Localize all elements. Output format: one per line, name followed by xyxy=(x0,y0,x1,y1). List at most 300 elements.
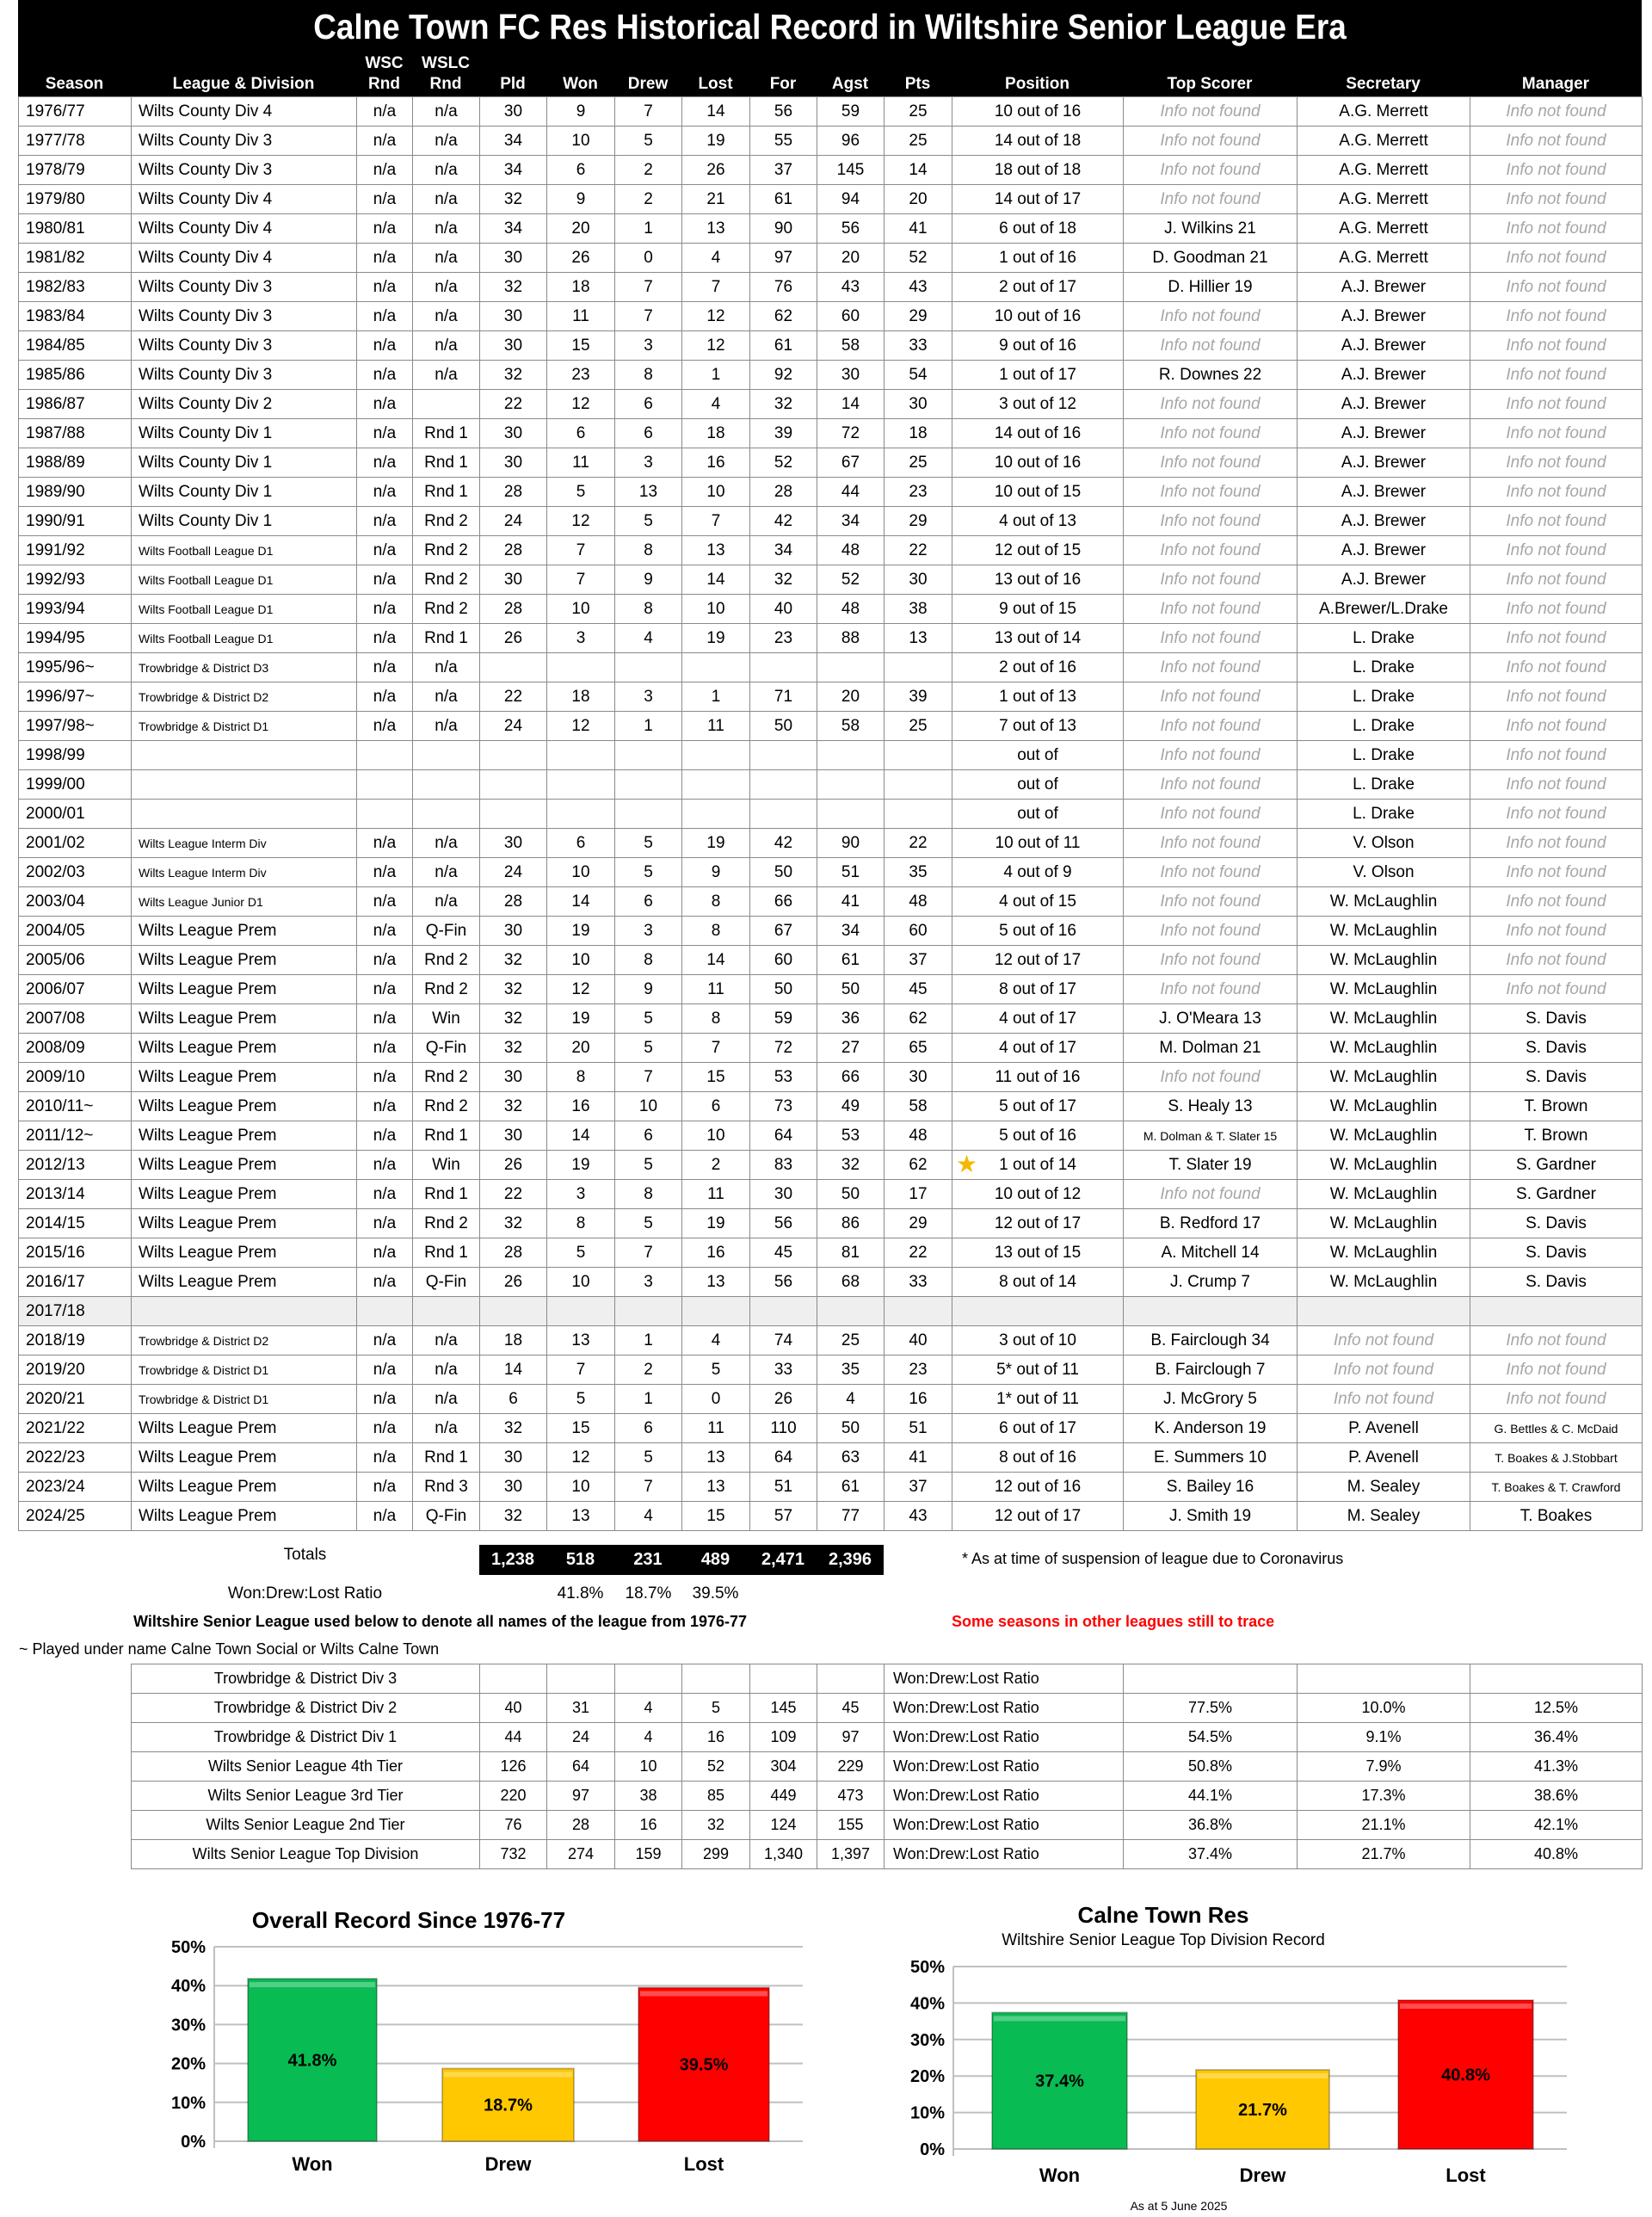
season-value: 2020/21 xyxy=(26,1389,85,1408)
wslc-round-cell xyxy=(413,1356,480,1385)
manager-cell xyxy=(1470,712,1643,741)
season-cell xyxy=(19,302,132,331)
top-scorer-cell xyxy=(1124,478,1298,507)
goals-for-value: 74 xyxy=(774,1331,793,1349)
goals-for-cell xyxy=(750,858,817,887)
goals-for-value: 64 xyxy=(774,1126,793,1145)
played-cell xyxy=(480,97,547,127)
summary-lost: 52 xyxy=(682,1752,750,1782)
drew-cell xyxy=(615,800,682,829)
points-cell xyxy=(885,1443,952,1473)
league-division-cell xyxy=(132,653,357,682)
league-division-value: Wilts County Div 3 xyxy=(139,131,273,150)
position-value: 14 out of 16 xyxy=(994,423,1082,442)
table-row xyxy=(19,1385,1643,1414)
season-cell xyxy=(19,682,132,712)
wsc-round-value: n/a xyxy=(373,277,397,296)
wslc-round-cell xyxy=(413,624,480,653)
season-value: 2012/13 xyxy=(26,1155,85,1174)
summary-won xyxy=(547,1664,615,1694)
season-cell xyxy=(19,507,132,536)
top-scorer-cell xyxy=(1124,1268,1298,1297)
chart2-subtitle: Wiltshire Senior League Top Division Record xyxy=(1002,1931,1325,1949)
bar-highlight xyxy=(250,1982,375,1987)
wslc-round-cell xyxy=(413,1414,480,1443)
wsc-round-cell xyxy=(357,156,413,185)
goals-for-value: 50 xyxy=(774,862,793,881)
table-row xyxy=(19,1063,1643,1092)
points-cell xyxy=(885,1268,952,1297)
star-icon: ★ xyxy=(956,1151,978,1177)
top-scorer-value: Info not found xyxy=(1160,160,1261,179)
played-value: 24 xyxy=(503,716,523,735)
manager-cell xyxy=(1470,1356,1643,1385)
manager-cell xyxy=(1470,770,1643,800)
manager-cell xyxy=(1470,1180,1643,1209)
secretary-cell xyxy=(1298,1297,1470,1326)
points-value: 18 xyxy=(909,423,928,442)
league-division-cell xyxy=(132,595,357,624)
wslc-round-cell xyxy=(413,156,480,185)
league-division-cell xyxy=(132,975,357,1004)
goals-against-cell xyxy=(817,1297,885,1326)
wsc-round-cell xyxy=(357,244,413,273)
summary-division: Wilts Senior League 3rd Tier xyxy=(132,1782,480,1811)
table-row xyxy=(19,1121,1643,1151)
league-division-value: Wilts County Div 4 xyxy=(139,189,273,208)
goals-for-cell xyxy=(750,1121,817,1151)
chart2-top-division-record xyxy=(910,1958,1567,2186)
position-cell xyxy=(952,1443,1124,1473)
played-value: 32 xyxy=(503,979,523,998)
goals-against-cell xyxy=(817,653,885,682)
points-cell xyxy=(885,1092,952,1121)
won-value: 5 xyxy=(576,482,586,501)
secretary-cell xyxy=(1298,887,1470,917)
bar-highlight xyxy=(1400,2004,1532,2009)
goals-for-value: 53 xyxy=(774,1067,793,1086)
won-cell xyxy=(547,1414,615,1443)
season-records-table xyxy=(18,96,1643,1531)
drew-value: 1 xyxy=(644,219,653,238)
summary-drew-pct xyxy=(1298,1664,1470,1694)
header-played xyxy=(479,50,546,95)
header-season xyxy=(18,50,131,95)
wsc-round-value: n/a xyxy=(373,1038,397,1057)
header-won xyxy=(546,50,614,95)
points-cell xyxy=(885,361,952,390)
won-value: 9 xyxy=(576,189,586,208)
wsc-round-value: n/a xyxy=(373,570,397,589)
league-division-value: Wilts County Div 1 xyxy=(139,453,273,472)
points-value: 29 xyxy=(909,1213,928,1232)
drew-value: 9 xyxy=(644,570,653,589)
top-scorer-value: Info not found xyxy=(1160,833,1261,852)
season-value: 1991/92 xyxy=(26,540,85,559)
lost-value: 16 xyxy=(706,453,725,472)
season-value: 2005/06 xyxy=(26,950,85,969)
drew-cell xyxy=(615,595,682,624)
points-value: 25 xyxy=(909,453,928,472)
season-cell xyxy=(19,1004,132,1034)
secretary-cell xyxy=(1298,1209,1470,1238)
won-value: 8 xyxy=(576,1067,586,1086)
position-cell xyxy=(952,653,1124,682)
drew-cell xyxy=(615,1356,682,1385)
played-cell xyxy=(480,273,547,302)
drew-cell xyxy=(615,770,682,800)
points-cell xyxy=(885,536,952,565)
goals-against-value: 66 xyxy=(841,1067,860,1086)
goals-against-cell xyxy=(817,127,885,156)
season-cell xyxy=(19,1414,132,1443)
goals-against-cell xyxy=(817,565,885,595)
drew-cell xyxy=(615,127,682,156)
position-cell xyxy=(952,829,1124,858)
wsc-round-cell xyxy=(357,917,413,946)
wsc-round-value: n/a xyxy=(373,1213,397,1232)
goals-against-cell xyxy=(817,214,885,244)
secretary-cell xyxy=(1298,1268,1470,1297)
wslc-round-cell xyxy=(413,448,480,478)
position-cell xyxy=(952,1209,1124,1238)
played-value: 24 xyxy=(503,862,523,881)
top-scorer-value: Info not found xyxy=(1160,1067,1261,1086)
lost-cell xyxy=(682,448,750,478)
goals-for-value: 28 xyxy=(774,482,793,501)
table-row xyxy=(19,770,1643,800)
lost-value: 9 xyxy=(711,862,721,881)
summary-won-pct: 54.5% xyxy=(1124,1723,1298,1752)
won-value: 9 xyxy=(576,102,586,120)
top-scorer-value: Info not found xyxy=(1160,687,1261,706)
drew-value: 6 xyxy=(644,1418,653,1437)
drew-cell xyxy=(615,331,682,361)
league-division-value: Wilts League Prem xyxy=(139,950,277,969)
won-cell xyxy=(547,1268,615,1297)
secretary-cell xyxy=(1298,1004,1470,1034)
summary-division: Trowbridge & District Div 1 xyxy=(132,1723,480,1752)
goals-against-cell xyxy=(817,1326,885,1356)
season-value: 1998/99 xyxy=(26,745,85,764)
secretary-value: A.G. Merrett xyxy=(1339,189,1428,208)
season-cell xyxy=(19,1268,132,1297)
wsc-round-value: n/a xyxy=(373,131,397,150)
summary-division: Trowbridge & District Div 2 xyxy=(132,1694,480,1723)
league-division-value: Wilts County Div 1 xyxy=(139,511,273,530)
wslc-round-value: n/a xyxy=(435,189,458,208)
goals-against-value: 27 xyxy=(841,1038,860,1057)
top-scorer-value: Info not found xyxy=(1160,189,1261,208)
chart2-title: Calne Town Res xyxy=(1077,1902,1249,1928)
table-row xyxy=(19,917,1643,946)
lost-value: 11 xyxy=(707,716,724,735)
played-cell xyxy=(480,741,547,770)
position-value: 9 out of 16 xyxy=(999,336,1076,355)
played-cell xyxy=(480,1502,547,1531)
goals-for-value: 90 xyxy=(774,219,793,238)
goals-for-value: 33 xyxy=(774,1360,793,1379)
played-cell xyxy=(480,302,547,331)
lost-value: 14 xyxy=(706,570,725,589)
wsc-round-cell xyxy=(357,975,413,1004)
wsc-round-value: n/a xyxy=(373,394,397,413)
goals-against-cell xyxy=(817,1180,885,1209)
played-cell xyxy=(480,127,547,156)
points-cell xyxy=(885,1414,952,1443)
wsc-round-value: n/a xyxy=(373,306,397,325)
goals-for-cell xyxy=(750,478,817,507)
position-value: 13 out of 14 xyxy=(994,628,1082,647)
points-value: 43 xyxy=(909,277,928,296)
league-division-cell xyxy=(132,712,357,741)
goals-against-value: 41 xyxy=(841,892,860,911)
secretary-value: V. Olson xyxy=(1353,833,1415,852)
top-scorer-value: B. Fairclough 7 xyxy=(1155,1360,1266,1379)
secretary-value: A.J. Brewer xyxy=(1341,306,1427,325)
lost-cell xyxy=(682,1268,750,1297)
division-summary-table xyxy=(131,1664,1643,1869)
played-value: 32 xyxy=(503,277,523,296)
table-row xyxy=(19,302,1643,331)
lost-cell xyxy=(682,1209,750,1238)
season-cell xyxy=(19,1385,132,1414)
top-scorer-value: S. Healy 13 xyxy=(1168,1096,1253,1115)
drew-cell xyxy=(615,390,682,419)
manager-cell xyxy=(1470,653,1643,682)
played-value: 30 xyxy=(503,423,523,442)
league-division-value: Wilts League Prem xyxy=(139,1009,277,1028)
summary-won-pct: 44.1% xyxy=(1124,1782,1298,1811)
wsc-round-cell xyxy=(357,682,413,712)
points-cell xyxy=(885,1356,952,1385)
league-division-value: Wilts League Prem xyxy=(139,1038,277,1057)
manager-cell xyxy=(1470,595,1643,624)
secretary-cell xyxy=(1298,1092,1470,1121)
goals-for-cell xyxy=(750,770,817,800)
goals-for-cell xyxy=(750,127,817,156)
played-cell xyxy=(480,419,547,448)
goals-against-cell xyxy=(817,273,885,302)
drew-value: 1 xyxy=(644,1389,653,1408)
manager-cell xyxy=(1470,624,1643,653)
season-cell xyxy=(19,1121,132,1151)
season-cell xyxy=(19,1473,132,1502)
points-value: 25 xyxy=(909,716,928,735)
top-scorer-value: Info not found xyxy=(1160,423,1261,442)
season-cell xyxy=(19,565,132,595)
points-cell xyxy=(885,214,952,244)
goals-for-cell xyxy=(750,361,817,390)
secretary-value: L. Drake xyxy=(1353,658,1415,676)
drew-value: 5 xyxy=(644,511,653,530)
manager-cell xyxy=(1470,1238,1643,1268)
played-cell xyxy=(480,917,547,946)
position-value: 4 out of 9 xyxy=(1003,862,1072,881)
league-division-value: Trowbridge & District D2 xyxy=(139,1333,269,1348)
league-division-cell xyxy=(132,1092,357,1121)
wslc-round-cell xyxy=(413,1092,480,1121)
goals-for-value: 50 xyxy=(774,979,793,998)
season-value: 2003/04 xyxy=(26,892,85,911)
league-division-cell xyxy=(132,156,357,185)
won-cell xyxy=(547,185,615,214)
table-row xyxy=(19,448,1643,478)
goals-for-value: 56 xyxy=(774,1213,793,1232)
lost-cell xyxy=(682,361,750,390)
league-division-cell xyxy=(132,1238,357,1268)
secretary-value: A.G. Merrett xyxy=(1339,160,1428,179)
wsc-round-cell xyxy=(357,1502,413,1531)
won-cell xyxy=(547,244,615,273)
goals-against-value: 20 xyxy=(841,687,860,706)
manager-value: Info not found xyxy=(1506,833,1606,852)
secretary-value: L. Drake xyxy=(1353,775,1415,794)
position-cell xyxy=(952,1180,1124,1209)
lost-cell xyxy=(682,770,750,800)
lost-cell xyxy=(682,975,750,1004)
season-cell xyxy=(19,712,132,741)
wslc-round-value: Rnd 2 xyxy=(424,950,468,969)
won-value: 10 xyxy=(571,1477,590,1496)
season-value: 1981/82 xyxy=(26,248,85,267)
goals-against-cell xyxy=(817,741,885,770)
secretary-value: P. Avenell xyxy=(1348,1448,1419,1467)
season-cell xyxy=(19,1151,132,1180)
position-value: 8 out of 14 xyxy=(999,1272,1076,1291)
goals-against-cell xyxy=(817,419,885,448)
played-cell xyxy=(480,975,547,1004)
season-value: 2013/14 xyxy=(26,1184,85,1203)
drew-cell xyxy=(615,1414,682,1443)
lost-cell xyxy=(682,185,750,214)
position-cell xyxy=(952,595,1124,624)
secretary-value: W. McLaughlin xyxy=(1329,1155,1438,1174)
won-value: 20 xyxy=(571,1038,590,1057)
lost-value: 12 xyxy=(706,336,725,355)
goals-for-value: 51 xyxy=(774,1477,793,1496)
ratio-lost: 39.5% xyxy=(692,1584,739,1603)
summary-goals-for: 109 xyxy=(750,1723,817,1752)
wsc-round-value: n/a xyxy=(373,1009,397,1028)
top-scorer-cell xyxy=(1124,156,1298,185)
season-cell xyxy=(19,214,132,244)
lost-value: 1 xyxy=(711,687,721,706)
top-scorer-value: Info not found xyxy=(1160,804,1261,823)
won-cell xyxy=(547,448,615,478)
drew-value: 5 xyxy=(644,1038,653,1057)
top-scorer-value: J. O'Meara 13 xyxy=(1159,1009,1261,1028)
wslc-round-cell xyxy=(413,1326,480,1356)
secretary-cell xyxy=(1298,1414,1470,1443)
goals-for-value: 72 xyxy=(774,1038,793,1057)
lost-value: 13 xyxy=(706,1477,725,1496)
top-scorer-value: Info not found xyxy=(1160,950,1261,969)
manager-cell xyxy=(1470,1268,1643,1297)
points-value: 40 xyxy=(909,1331,928,1349)
won-cell xyxy=(547,478,615,507)
wslc-round-cell xyxy=(413,185,480,214)
position-value: 4 out of 13 xyxy=(999,511,1076,530)
top-scorer-value: B. Fairclough 34 xyxy=(1150,1331,1270,1349)
points-cell xyxy=(885,1004,952,1034)
manager-value: T. Boakes xyxy=(1519,1506,1593,1525)
secretary-value: M. Sealey xyxy=(1347,1506,1421,1525)
league-division-cell xyxy=(132,127,357,156)
wsc-round-value: n/a xyxy=(373,1418,397,1437)
won-value: 6 xyxy=(576,833,586,852)
top-scorer-value: Info not found xyxy=(1160,862,1261,881)
played-cell xyxy=(480,1063,547,1092)
points-value: 58 xyxy=(909,1096,928,1115)
table-row xyxy=(19,507,1643,536)
top-scorer-cell xyxy=(1124,653,1298,682)
league-division-value: Wilts League Prem xyxy=(139,1506,277,1525)
goals-against-cell xyxy=(817,1356,885,1385)
played-value: 26 xyxy=(503,1272,523,1291)
played-cell xyxy=(480,214,547,244)
points-value: 29 xyxy=(909,511,928,530)
season-cell xyxy=(19,1063,132,1092)
top-scorer-value: Info not found xyxy=(1160,306,1261,325)
manager-cell xyxy=(1470,917,1643,946)
wslc-round-cell xyxy=(413,946,480,975)
wslc-round-value: n/a xyxy=(435,687,458,706)
manager-cell xyxy=(1470,448,1643,478)
wslc-round-value: Rnd 1 xyxy=(424,1126,468,1145)
points-value: 23 xyxy=(909,1360,928,1379)
goals-against-value: 25 xyxy=(841,1331,860,1349)
position-value: 14 out of 18 xyxy=(994,131,1082,150)
season-cell xyxy=(19,331,132,361)
wsc-round-cell xyxy=(357,1443,413,1473)
wsc-round-cell xyxy=(357,1121,413,1151)
played-value: 14 xyxy=(503,1360,523,1379)
won-cell xyxy=(547,1238,615,1268)
wsc-round-cell xyxy=(357,127,413,156)
wsc-round-cell xyxy=(357,1238,413,1268)
position-cell xyxy=(952,1063,1124,1092)
drew-cell xyxy=(615,712,682,741)
points-cell xyxy=(885,1297,952,1326)
goals-against-value: 61 xyxy=(841,1477,860,1496)
lost-cell xyxy=(682,507,750,536)
goals-for-cell xyxy=(750,712,817,741)
table-row xyxy=(19,800,1643,829)
drew-cell xyxy=(615,273,682,302)
position-cell xyxy=(952,478,1124,507)
goals-for-value: 59 xyxy=(774,1009,793,1028)
league-division-cell xyxy=(132,829,357,858)
secretary-cell xyxy=(1298,97,1470,127)
data-label: 21.7% xyxy=(1238,2100,1287,2120)
wslc-round-value: Rnd 1 xyxy=(424,628,468,647)
lost-cell xyxy=(682,97,750,127)
secretary-value: W. McLaughlin xyxy=(1329,921,1438,940)
goals-for-value: 30 xyxy=(774,1184,793,1203)
lost-value: 13 xyxy=(706,1448,725,1467)
wsc-round-cell xyxy=(357,448,413,478)
drew-value: 7 xyxy=(644,1243,653,1262)
season-cell xyxy=(19,917,132,946)
drew-cell xyxy=(615,1180,682,1209)
wslc-round-cell xyxy=(413,536,480,565)
drew-value: 5 xyxy=(644,1213,653,1232)
league-division-cell xyxy=(132,302,357,331)
season-value: 2016/17 xyxy=(26,1272,85,1291)
lost-value: 14 xyxy=(706,950,725,969)
goals-for-value: 61 xyxy=(774,189,793,208)
